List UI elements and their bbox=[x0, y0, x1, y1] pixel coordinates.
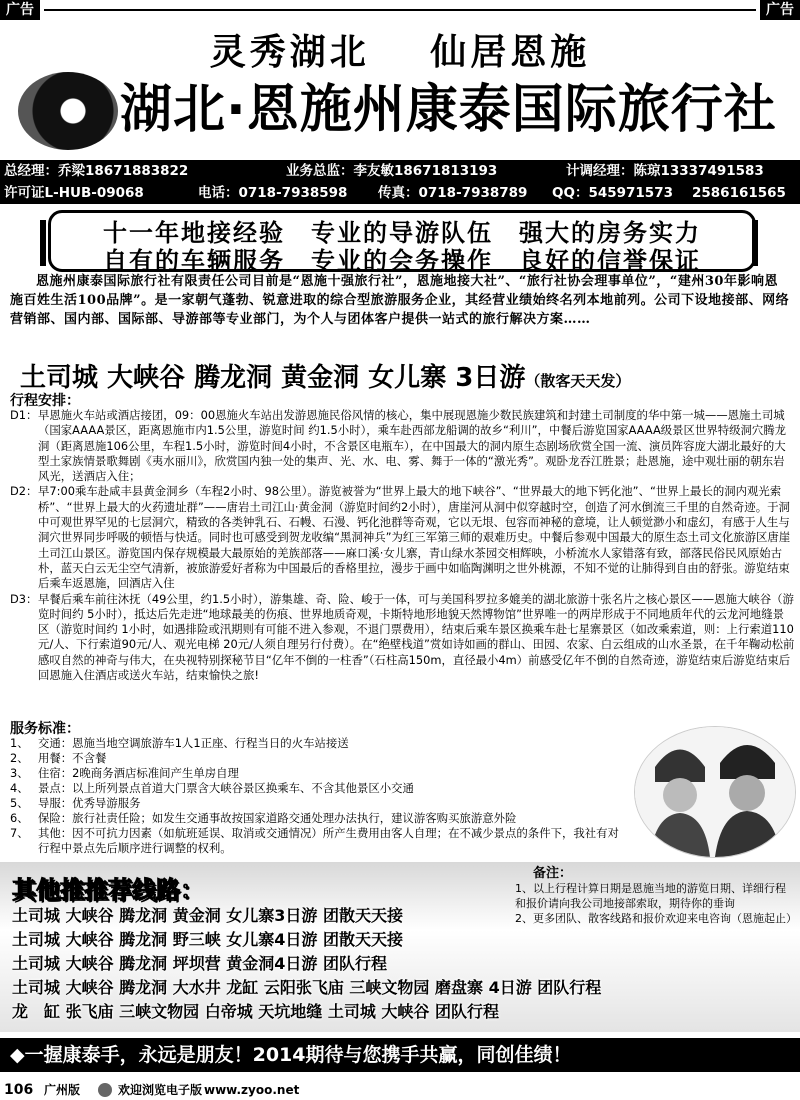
company-name: 湖北·恩施州康泰国际旅行社 bbox=[120, 80, 777, 140]
tagline: 欢迎浏览电子版 bbox=[118, 1083, 203, 1097]
service-number: 1、 bbox=[10, 736, 29, 750]
qq-2: 2586161565 bbox=[692, 185, 786, 201]
itinerary-day bbox=[10, 408, 795, 484]
ethnic-girls-photo bbox=[634, 726, 796, 858]
service-text: 用餐：不含餐 bbox=[38, 751, 107, 765]
company-intro: 恩施州康泰国际旅行社有限责任公司目前是“恩施十强旅行社”，恩施地接大社”、“旅行社协会理事单位”，“建州30年影响恩施百姓生活100品牌”。是一家朝气蓬勃、锐意进取的综合型旅游服务企业，其经营业绩始终名列本地前列。公司下设地接部、网络营销部、国内部、国际部、导游部等专业部门，为个人与团体客户提供一站式的旅行解决方案…… bbox=[10, 274, 790, 327]
service-number: 7、 bbox=[10, 826, 29, 840]
footer-slogan: ◆一握康泰手，永远是朋友！2014期待与您携手共赢，同创佳绩！ bbox=[10, 1044, 572, 1066]
route-item: 土司城 大峡谷 腾龙洞 黄金洞 女儿寨3日游 团散天天接 bbox=[12, 906, 403, 925]
service-item bbox=[10, 811, 630, 826]
tour-title bbox=[20, 357, 630, 394]
service-heading: 服务标准： bbox=[10, 721, 80, 737]
day-text: 早餐后乘车前往沐抚（49公里，约1.5小时），游集雄、奇、险、峻于一体，可与美国科罗拉多媲美的湖北旅游十张名片之核心景区——恩施大峡谷（游览时间约 5小时），抵达后先走进“地球最美的伤痕、世界地质奇观，卡斯特地形地貌天然博物馆”世界唯一的两岸形成于不同地质年代的云龙河地缝景区（游览时间约 1小时，如遇排险或汛期则有可能不进入参观，不退门票费用），结束后乘车景区换乘车赴七星寨景区（如改乘索道，则：上行索道110元/人、下行索道90元/人、观光电梯 20元/人须自理另行付费）。在“绝壁栈道”赏如诗如画的群山、田园、农家、白云组成的山水圣景，在千年鞠动松前感叹自然的神奇与伟大，在央视特别探秘节目“亿年不倒的一柱香”（石柱高150m，直径最小4m）前感受亿年不倒的自然奇迹，游览结束后游览结束后回恩施入住酒店或送火车站，结束愉快之旅! bbox=[38, 591, 795, 683]
tour-title-note: （散客天天发） bbox=[525, 372, 631, 390]
service-number: 5、 bbox=[10, 796, 29, 810]
strengths-line-1: 十一年地接经验 专业的导游队伍 强大的房务实力 bbox=[103, 219, 701, 247]
strengths-line-2: 自有的车辆服务 专业的会务操作 良好的信誉保证 bbox=[103, 247, 701, 275]
day-label: D1： bbox=[10, 408, 38, 422]
notes bbox=[505, 866, 795, 926]
page-number: 106 bbox=[4, 1082, 34, 1098]
page-footer bbox=[0, 1080, 800, 1100]
contact-row-1 bbox=[0, 160, 800, 182]
day-label: D3： bbox=[10, 591, 38, 606]
license-number: 许可证L-HUB-09068 bbox=[4, 185, 144, 201]
service-item bbox=[10, 781, 630, 796]
slogan bbox=[0, 24, 800, 75]
itinerary bbox=[10, 408, 795, 683]
note-item: 2、更多团队、散客线路和报价欢迎来电咨询（恩施起止） bbox=[515, 912, 797, 925]
slogan-part-1: 灵秀湖北 bbox=[209, 31, 370, 73]
service-item bbox=[10, 751, 630, 766]
service-text: 住宿：2晚商务酒店标准间产生单房自理 bbox=[38, 766, 239, 780]
itinerary-day bbox=[10, 592, 795, 684]
contact-row-2 bbox=[0, 182, 800, 204]
service-number: 6、 bbox=[10, 811, 29, 825]
company-logo-icon bbox=[18, 72, 118, 150]
top-rule bbox=[44, 9, 756, 11]
footer-slogan-bar bbox=[0, 1038, 800, 1072]
ad-label-right: 广告 bbox=[760, 0, 800, 20]
service-text: 景点：以上所列景点首道大门票含大峡谷景区换乘车、不含其他景区小交通 bbox=[38, 781, 414, 795]
planning-manager: 计调经理：陈琼13337491583 bbox=[566, 163, 764, 179]
itinerary-heading: 行程安排： bbox=[10, 393, 80, 409]
service-item bbox=[10, 766, 630, 781]
phone: 电话：0718-7938598 bbox=[198, 185, 348, 201]
service-text: 导服：优秀导游服务 bbox=[38, 796, 141, 810]
day-text: 早恩施火车站或酒店接团，09：00恩施火车站出发游恩施民俗风情的核心，集中展现恩施少数民族建筑和封建土司制度的华中第一城——恩施土司城（国家AAAA景区，距离恩施市内1.5公里，游览时间 约1.5小时），乘车赴西部龙船调的故乡“利川”，中餐后游览国家AAAA级景区世界特级洞穴腾龙洞（距离恩施106公里，车程1.5小时，游览时间4小时，不含景区电瓶车），在中国最大的洞内原生态剧场欣赏全国一流、演员阵容庞大湖北最好的大型土家族情景歌舞剧《夷水丽川》，欣赏国内独一处的集声、光、水、电、雾、舞于一体的“激光秀”。观卧龙吞江胜景；赴恩施，途中观壮丽的朝东岩风光，送酒店入住； bbox=[38, 408, 787, 484]
itinerary-day bbox=[10, 484, 795, 591]
general-manager: 总经理：乔梁18671883822 bbox=[4, 163, 189, 179]
slogan-part-2: 仙居恩施 bbox=[430, 31, 591, 73]
service-item bbox=[10, 796, 630, 811]
day-text: 早7:00乘车赴咸丰县黄金洞乡（车程2小时、98公里）。游览被誉为“世界上最大的地下峡谷”、“世界最大的地下钙化池”、“世界上最长的洞内观光索桥”、“世界上最大的火药遗址群”——唐岩土司江山·黄金洞（游览时间约2小时），唐崖河从洞中似穿越时空，创造了河水倒流三千里的自然奇迹。于洞中可观世界罕见的七层洞穴，精致的各类钟乳石、石幔、石漫、钙化池群等奇观，它以无垠、包容而神秘的意境，让人顿觉渺小和虚幻，有感于人生与洞穴世界同步呼吸的顿悟与快适。同时也可感受到贺龙收编“黑洞神兵”为红三军第三师的艰难历史。中餐后参观中国最大的原生态土司文化旅游区唐崖土司江山景区。游览国内保存规模最大最原始的羌族部落——麻口溪·女儿寨，青山绿水茶园交相辉映，小桥流水人家错落有致，部落民俗民风原始古朴，蓝天白云无尘空气清新，被旅游爱好者称为中国最后的香格里拉，漫步于画中如临陶渊明之世外桃源，不知不觉的让肺得到自由的舒张。游览结束后乘车返恩施，回酒店入住 bbox=[38, 484, 791, 591]
route-item: 龙 缸 张飞庙 三峡文物园 白帝城 天坑地缝 土司城 大峡谷 团队行程 bbox=[12, 1002, 499, 1021]
route-item: 土司城 大峡谷 腾龙洞 野三峡 女儿寨4日游 团散天天接 bbox=[12, 930, 403, 949]
route-item: 土司城 大峡谷 腾龙洞 坪坝营 黄金洞4日游 团队行程 bbox=[12, 954, 387, 973]
website-link[interactable]: www.zyoo.net bbox=[204, 1083, 300, 1097]
service-text: 交通：恩施当地空调旅游车1人1正座、行程当日的火车站接送 bbox=[38, 736, 349, 750]
service-list bbox=[10, 736, 630, 856]
service-item bbox=[10, 826, 630, 856]
notes-heading: 备注： bbox=[533, 866, 573, 881]
service-item bbox=[10, 736, 630, 751]
note-item: 1、以上行程计算日期是恩施当地的游览日期、详细行程和报价请向我公司地接部索取，期待你的垂询 bbox=[515, 882, 786, 910]
service-number: 2、 bbox=[10, 751, 29, 765]
fax: 传真：0718-7938789 bbox=[378, 185, 528, 201]
edition: 广州版 bbox=[44, 1083, 81, 1097]
service-number: 3、 bbox=[10, 766, 29, 780]
service-text: 保险：旅行社责任险；如发生交通事故按国家道路交通处理办法执行，建议游客购买旅游意外险 bbox=[38, 811, 517, 825]
ad-label-left: 广告 bbox=[0, 0, 40, 20]
strengths-bar-left bbox=[40, 220, 46, 266]
business-director: 业务总监：李友敏18671813193 bbox=[286, 163, 498, 179]
strengths-box bbox=[48, 210, 756, 275]
day-label: D2： bbox=[10, 484, 38, 499]
tour-title-text: 土司城 大峡谷 腾龙洞 黄金洞 女儿寨 3日游 bbox=[20, 363, 526, 393]
service-number: 4、 bbox=[10, 781, 29, 795]
recommend-title: 其他推推荐线路： bbox=[12, 876, 204, 904]
magazine-logo-icon bbox=[98, 1083, 112, 1097]
route-item: 土司城 大峡谷 腾龙洞 大水井 龙缸 云阳张飞庙 三峡文物园 磨盘寨 4日游 团队行程 bbox=[12, 978, 602, 997]
qq-1: QQ：545971573 bbox=[552, 185, 673, 201]
service-text: 其他：因不可抗力因素（如航班延误、取消或交通情况）所产生费用由客人自理；在不减少景点的条件下，我社有对行程中景点先后顺序进行调整的权利。 bbox=[38, 826, 619, 855]
